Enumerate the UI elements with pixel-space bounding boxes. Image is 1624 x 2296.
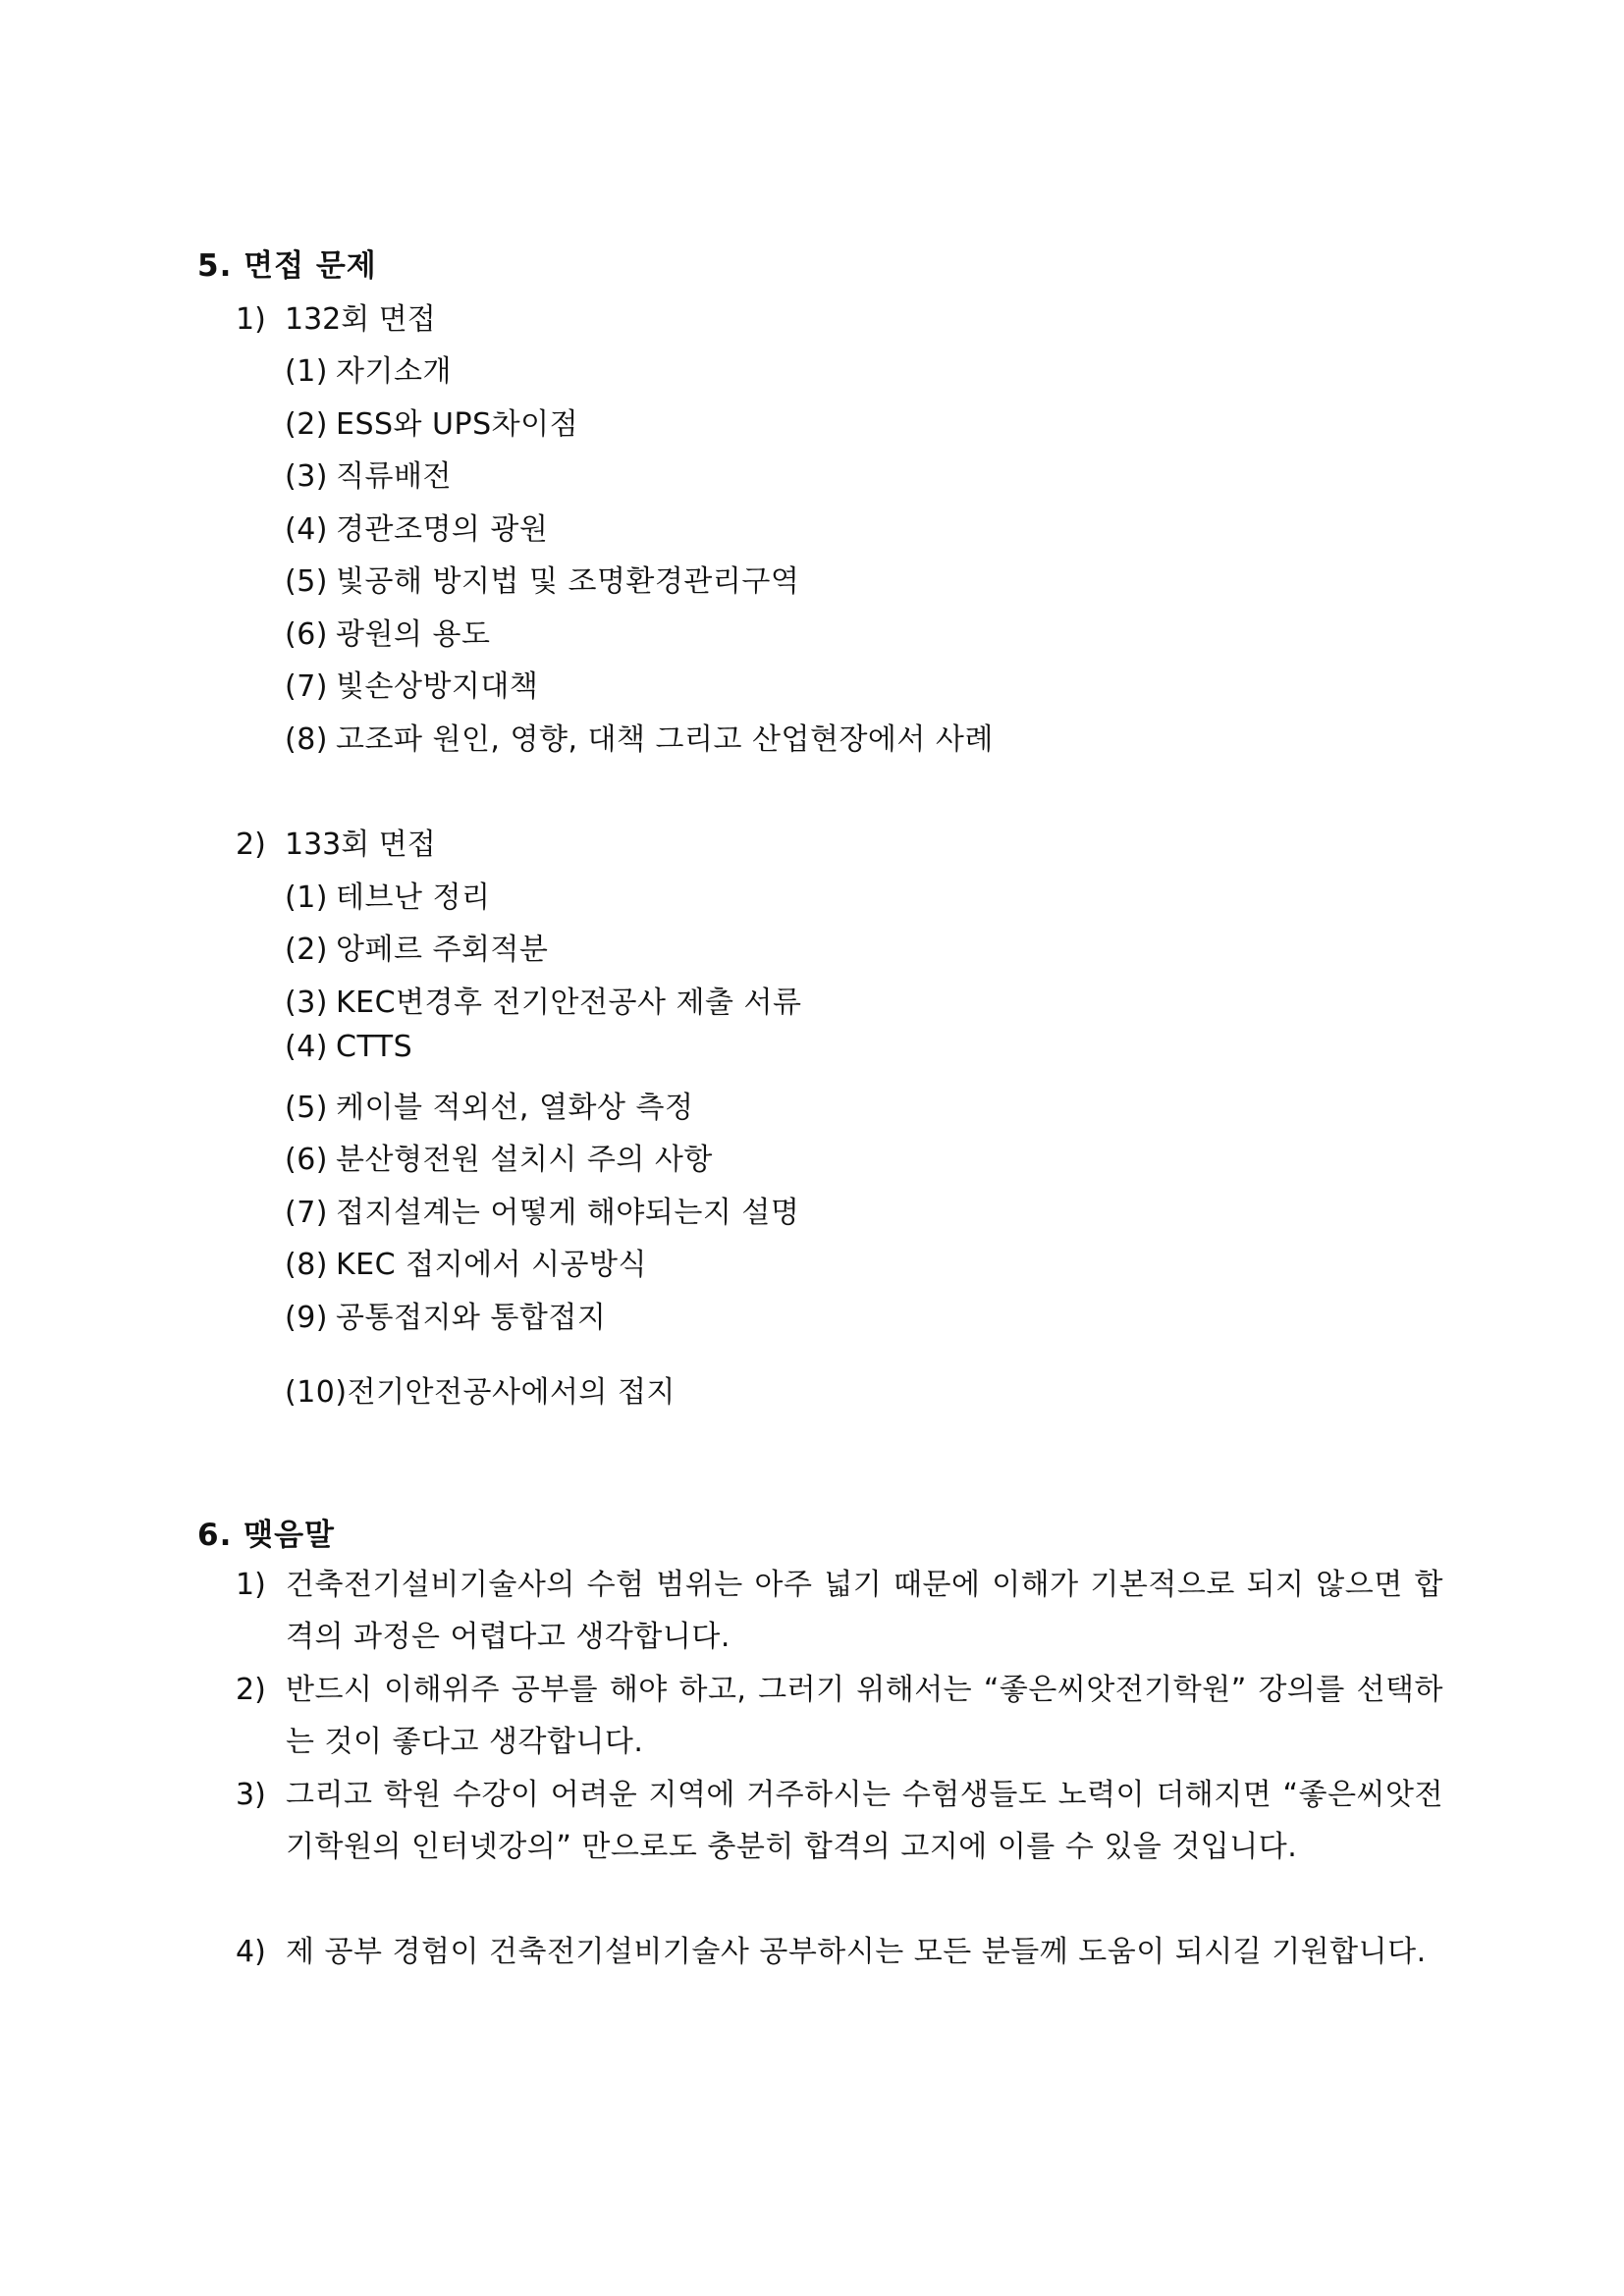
item-text: 빛공해 방지법 및 조명환경관리구역 [336,564,800,599]
item-text: 직류배전 [336,459,452,494]
item-number: (3) [285,986,328,1020]
item-text: 빛손상방지대책 [336,669,539,704]
list-item [285,1188,799,1231]
item-text: 광원의 용도 [336,617,491,652]
group-132-heading [236,294,436,338]
list-item [285,1293,606,1336]
list-item [285,505,548,548]
section-6-title: 6. 맺음말 [197,1518,335,1553]
item-number: (1) [285,354,328,389]
closing-paragraph [236,1664,1443,1768]
list-item [285,1367,676,1411]
item-text: 공통접지와 통합접지 [336,1301,607,1335]
list-item [285,1240,647,1283]
item-number: (9) [285,1301,328,1335]
list-item [285,662,538,705]
paragraph-number: 3) [236,1778,266,1812]
list-item [285,347,452,390]
closing-paragraph [236,1559,1443,1663]
item-text: 고조파 원인, 영향, 대책 그리고 산업현장에서 사례 [336,722,994,757]
group-number: 1) [236,302,266,337]
list-item [285,1083,693,1126]
list-item [285,715,994,758]
item-number: (5) [285,564,328,599]
item-number: (1) [285,881,328,915]
paragraph-text: 제 공부 경험이 건축전기설비기술사 공부하시는 모든 분들께 도움이 되시길 기원합니다. [286,1935,1427,1969]
closing-paragraph [236,1769,1443,1873]
paragraph-text: 반드시 이해위주 공부를 해야 하고, 그러기 위해서는 “좋은씨앗전기학원” 강의를 선택하는 것이 좋다고 생각합니다. [286,1673,1443,1759]
item-number: (4) [285,512,328,547]
paragraph-number: 4) [236,1935,266,1969]
item-number: (8) [285,722,328,757]
list-item [285,1030,412,1064]
item-number: (8) [285,1248,328,1282]
item-text: ESS와 UPS차이점 [336,407,579,442]
group-number: 2) [236,828,266,862]
list-item [285,1135,713,1178]
item-text: KEC 접지에서 시공방식 [336,1248,647,1282]
item-text: 케이블 적외선, 열화상 측정 [336,1091,694,1125]
item-number: (6) [285,617,328,652]
item-number: (5) [285,1091,328,1125]
closing-paragraph [236,1926,1443,1978]
group-133-heading [236,820,436,863]
list-item [285,925,548,968]
item-text: 분산형전원 설치시 주의 사항 [336,1143,713,1177]
item-text: 전기안전공사에서의 접지 [347,1375,676,1410]
item-text: 테브난 정리 [336,881,491,915]
item-number: (6) [285,1143,328,1177]
paragraph-text: 건축전기설비기술사의 수험 범위는 아주 넓기 때문에 이해가 기본적으로 되지 않으면 합격의 과정은 어렵다고 생각합니다. [286,1568,1443,1654]
list-item [285,978,801,1021]
item-text: 경관조명의 광원 [336,512,549,547]
group-label: 132회 면접 [285,302,436,337]
item-number: (7) [285,669,328,704]
list-item [285,873,490,916]
item-text: 자기소개 [336,354,452,389]
item-text: 앙페르 주회적분 [336,933,549,967]
paragraph-number: 1) [236,1568,266,1602]
section-5-title: 5. 면접 문제 [197,248,377,284]
item-text: KEC변경후 전기안전공사 제출 서류 [336,986,802,1020]
paragraph-text: 그리고 학원 수강이 어려운 지역에 거주하시는 수험생들도 노력이 더해지면 “좋은씨앗전기학원의 인터넷강의” 만으로도 충분히 합격의 고지에 이를 수 있을 것입니다. [286,1778,1443,1864]
item-text: 접지설계는 어떻게 해야되는지 설명 [336,1196,800,1230]
item-text: CTTS [336,1030,413,1064]
paragraph-number: 2) [236,1673,266,1707]
item-number: (2) [285,407,328,442]
list-item [285,557,799,600]
list-item [285,400,578,443]
item-number: (2) [285,933,328,967]
list-item [285,452,452,495]
item-number: (10) [285,1375,348,1410]
item-number: (3) [285,459,328,494]
item-number: (4) [285,1030,328,1064]
item-number: (7) [285,1196,328,1230]
list-item [285,610,490,653]
group-label: 133회 면접 [285,828,436,862]
